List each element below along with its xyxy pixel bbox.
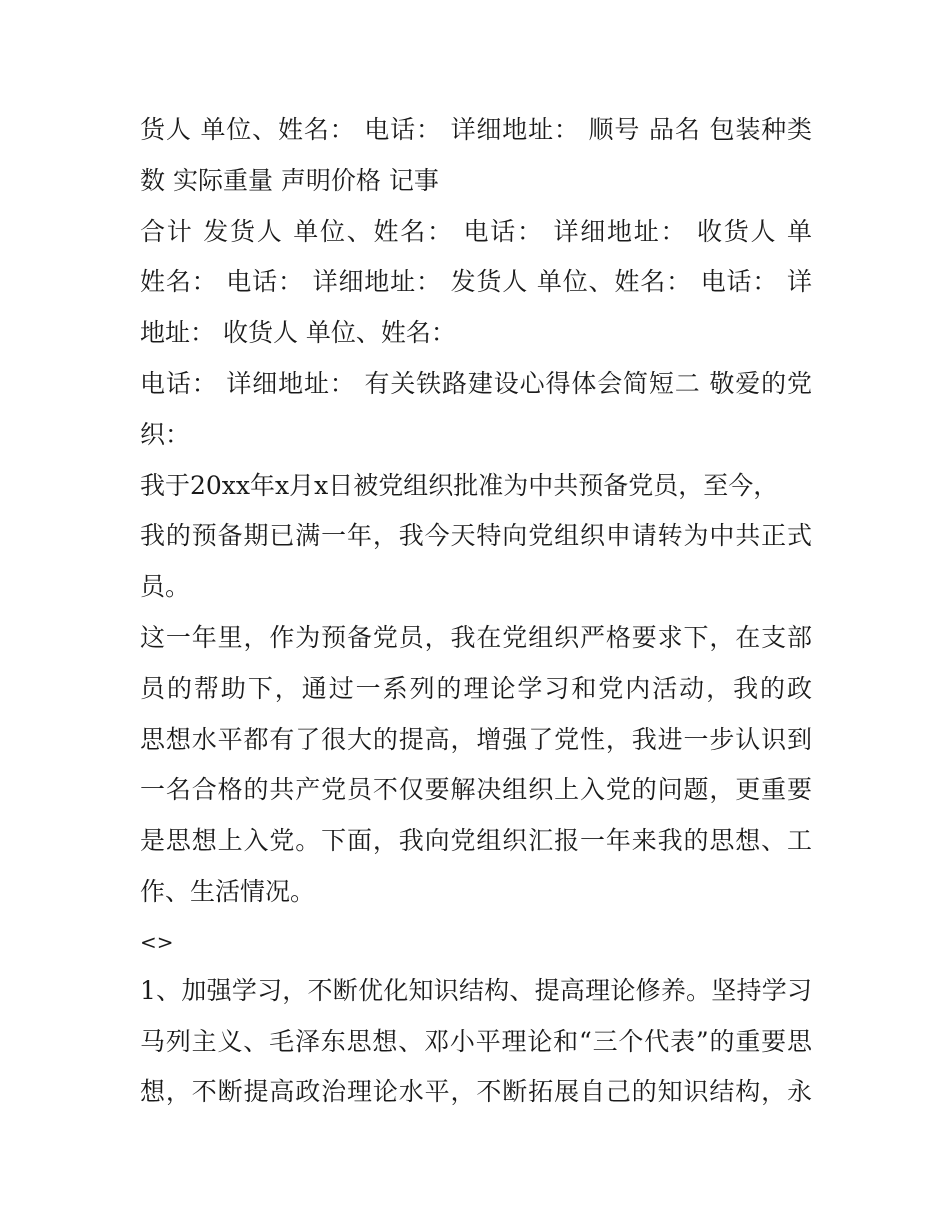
text-line: 马列主义、毛泽东思想、邓小平理论和“三个代表”的重要思 [140, 1026, 812, 1056]
text-line: 是思想上入党。下面，我向党组织汇报一年来我的思想、工 [140, 826, 812, 856]
text-line: 电话： 详细地址： 有关铁路建设心得体会简短二 敬爱的党 [140, 368, 812, 398]
text-line: 姓名： 电话： 详细地址： 发货人 单位、姓名： 电话： 详 [140, 267, 812, 297]
text-line: 我的预备期已满一年，我今天特向党组织申请转为中共正式 [140, 521, 812, 551]
text-line: 一名合格的共产党员不仅要解决组织上入党的问题，更重要 [140, 775, 812, 805]
text-line: 这一年里，作为预备党员，我在党组织严格要求下，在支部 [140, 622, 812, 652]
text-line: 员的帮助下，通过一系列的理论学习和党内活动，我的政 [140, 673, 812, 703]
text-line: 地址： 收货人 单位、姓名： [140, 318, 456, 348]
text-line: 数 实际重量 声明价格 记事 [140, 165, 439, 195]
text-line: 思想水平都有了很大的提高，增强了党性，我进一步认识到 [140, 724, 812, 754]
text-line: 员。 [140, 572, 191, 602]
text-line: <> [140, 929, 174, 954]
text-line: 织： [140, 419, 191, 449]
text-line: 我于20xx年x月x日被党组织批准为中共预备党员，至今， [140, 470, 779, 500]
text-line: 作、生活情况。 [140, 876, 316, 906]
document-body [140, 105, 812, 1118]
text-line: 想，不断提高政治理论水平，不断拓展自己的知识结构，永 [140, 1077, 812, 1107]
text-line: 货人 单位、姓名： 电话： 详细地址： 顺号 品名 包装种类 [140, 115, 812, 144]
text-line: 合计 发货人 单位、姓名： 电话： 详细地址： 收货人 单 [140, 216, 812, 246]
text-line: 1、加强学习，不断优化知识结构、提高理论修养。坚持学习 [140, 975, 812, 1005]
